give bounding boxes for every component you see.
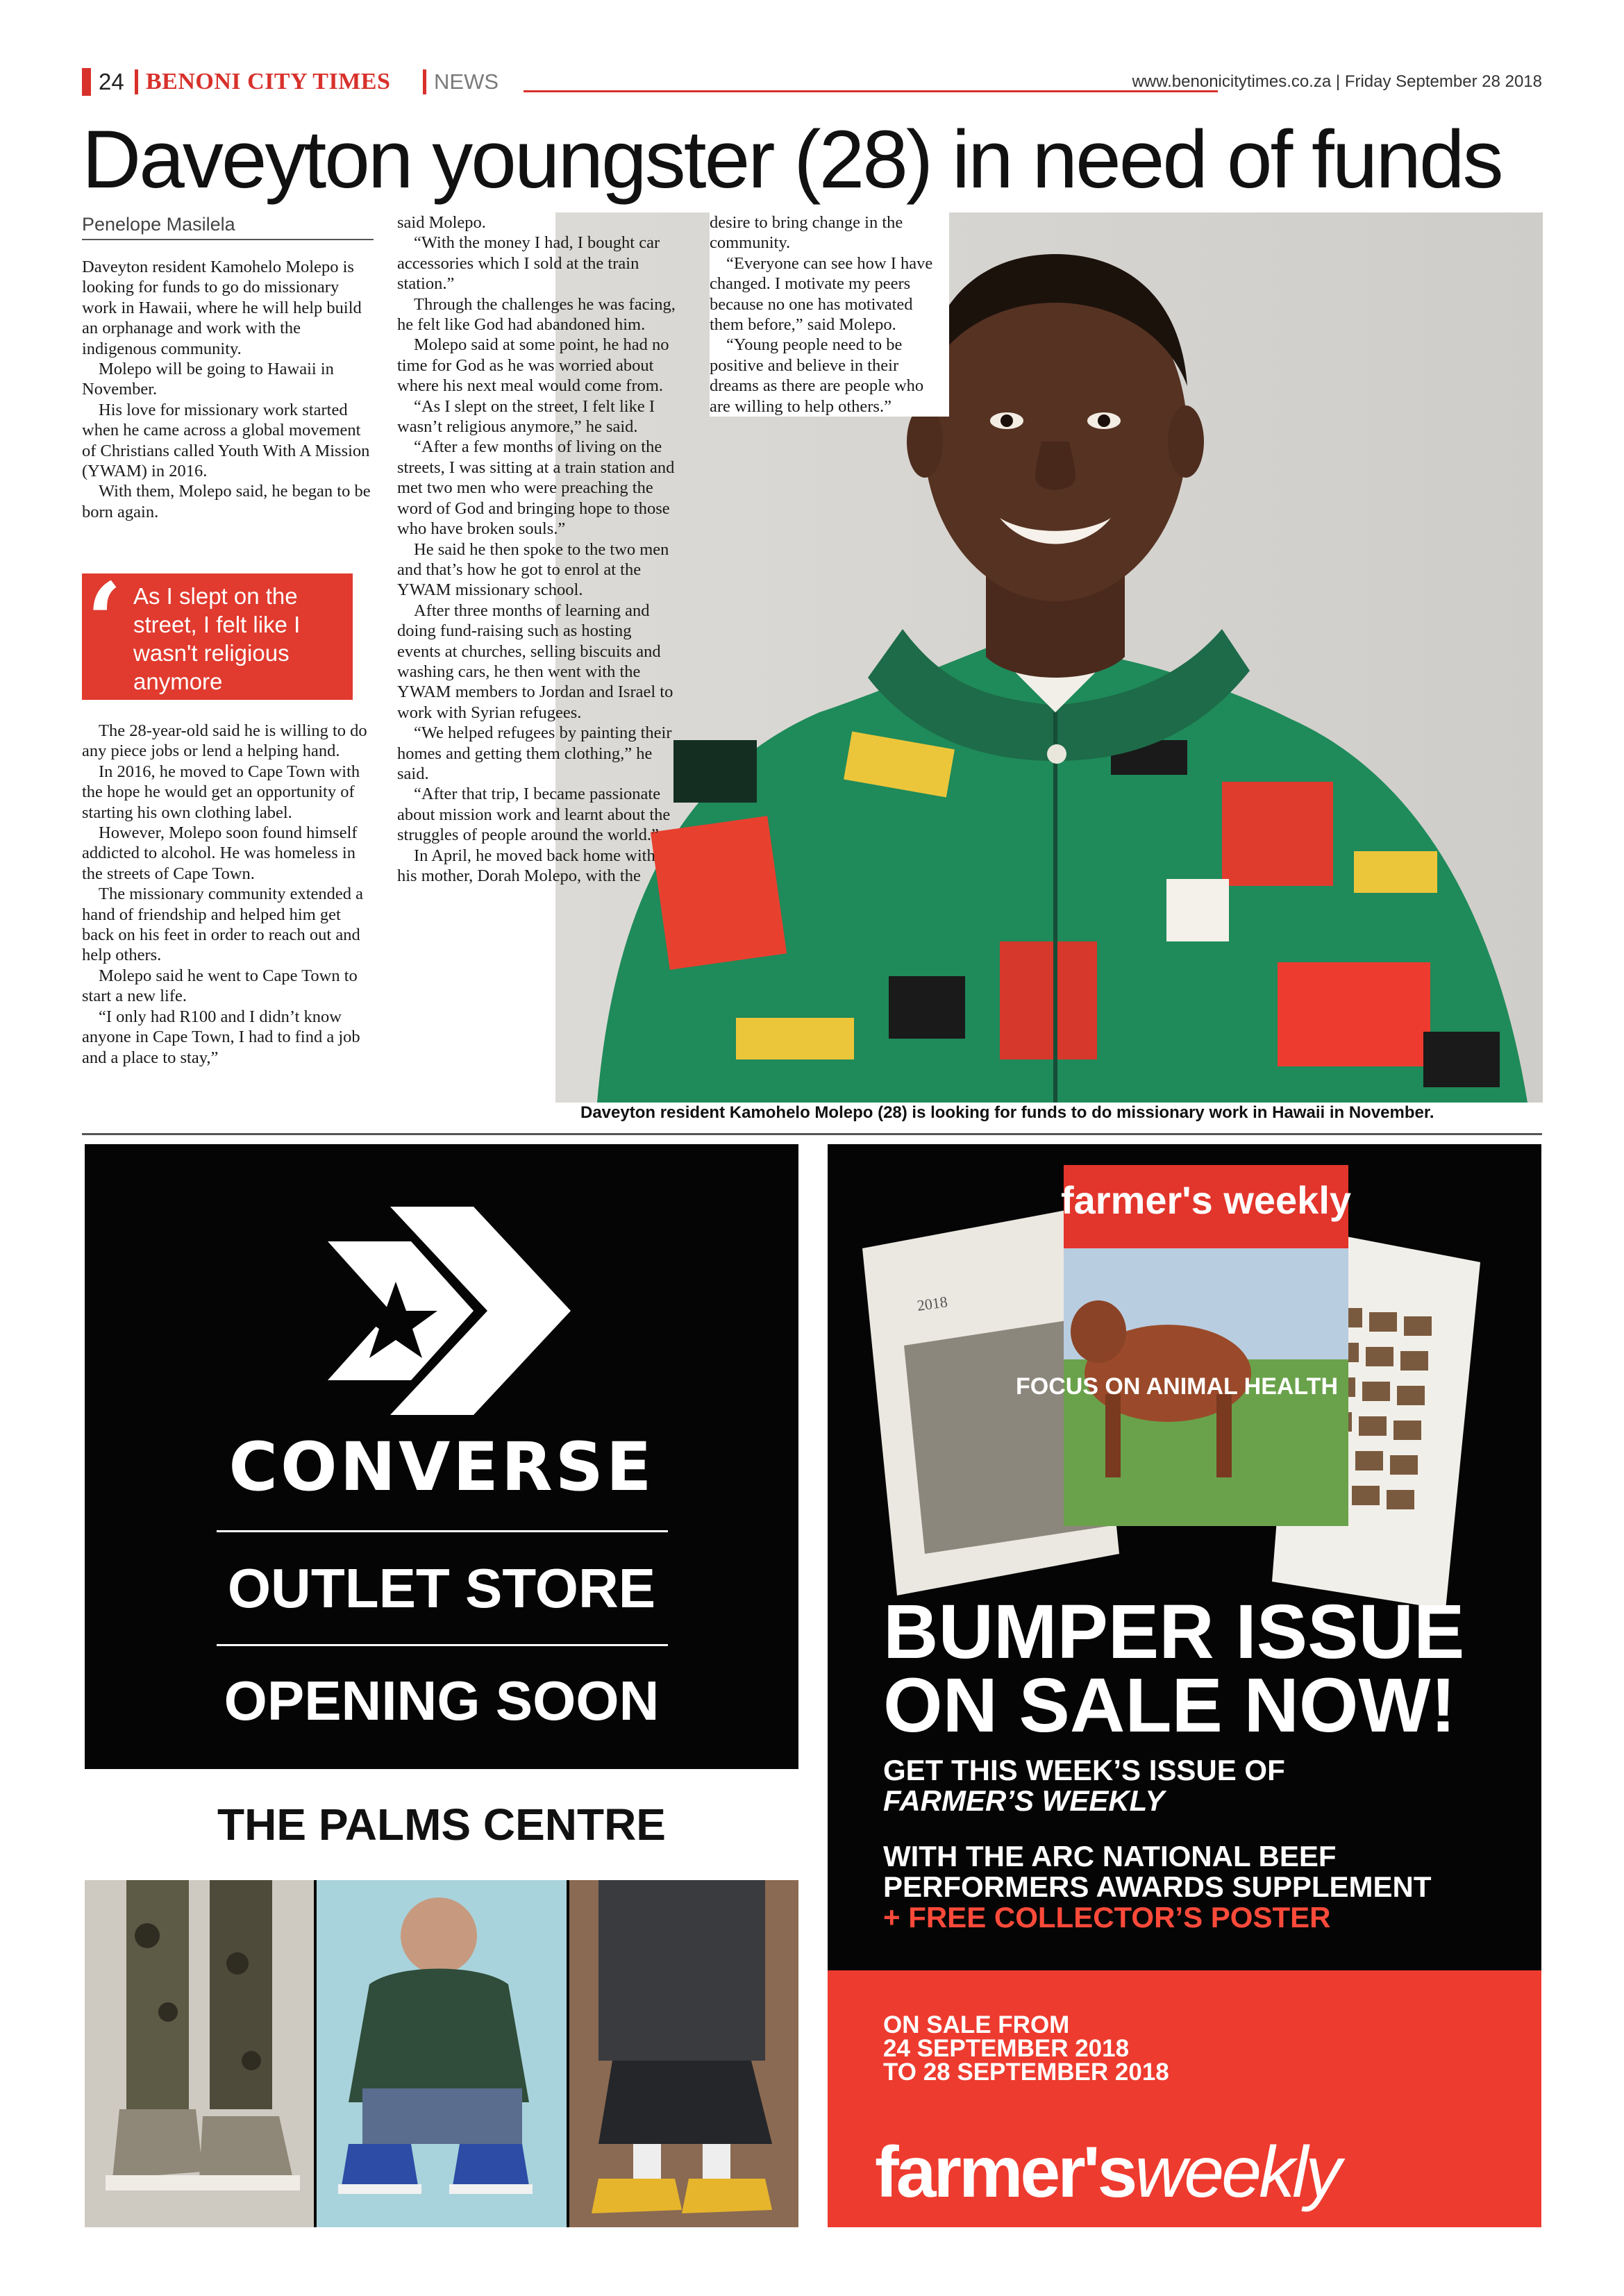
header-dateline: www.benonicitytimes.co.za | Friday September 28 2018 [1132,72,1542,91]
article-paragraph: “Young people need to be positive and believe in their dreams as there are people who are willing to help others.” [710,335,924,416]
page-header [82,67,1542,97]
article-column-1-top [82,257,374,522]
article-byline: Penelope Masilela [82,212,374,240]
ad-rule [217,1530,668,1532]
article-column-1-bottom [82,721,374,1068]
on-sale-end-date: TO 28 SEPTEMBER 2018 [883,2059,1169,2086]
farmers-weekly-logo [875,2131,1339,2214]
magazine-masthead: farmer's weekly [1060,1178,1352,1222]
article-photo [555,212,1543,1103]
paper-name: BENONI CITY TIMES [146,69,391,94]
on-sale-from: ON SALE FROM [883,2011,1070,2038]
header-separator [135,69,138,94]
article-paragraph: The missionary community extended a hand of friendship and helped him get back on his feet in order to reach out and help others. [82,885,364,965]
article-paragraph: In 2016, he moved to Cape Town with the hope he would get an opportunity of starting his own clothing label. [82,762,360,822]
article-headline: Daveyton youngster (28) in need of funds [82,114,1502,206]
article-paragraph: After three months of learning and doing fund-raising such as hosting events at churches, selling biscuits and washing cars, he then went with the YWAM members to Jordan and Israel to work with Syrian refugees. [397,601,673,722]
article-paragraph: Molepo will be going to Hawaii in November. [82,360,334,399]
article-paragraph: said Molepo. [397,213,486,232]
magazine-covers-illustration [855,1165,1522,1623]
header-red-bar [82,68,91,96]
logo-part-2: weekly [1135,2132,1339,2213]
article-paragraph: Molepo said he went to Cape Town to start a new life. [82,966,358,1006]
bumper-line-1: BUMPER ISSUE [883,1589,1465,1675]
section-divider [82,1133,1542,1135]
ad-rule [217,1644,668,1646]
article-paragraph: “We helped refugees by painting their homes and getting them clothing,” he said. [397,723,672,783]
converse-chevron-star-logo-icon [314,1207,571,1415]
article-paragraph: With them, Molepo said, he began to be born again. [82,482,371,521]
farmers-weekly-advertisement[interactable] [828,1144,1541,2227]
article-paragraph: desire to bring change in the community. [710,213,903,253]
converse-outlet-store: OUTLET STORE [227,1557,656,1619]
article-paragraph: His love for missionary work started when he came across a global movement of Christians called Youth With A Mission (YWAM) in 2016. [82,400,370,481]
bumper-line-2: ON SALE NOW! [883,1663,1456,1748]
article-paragraph: He said he then spoke to the two men and that’s how he got to enrol at the YWAM missionary school. [397,539,669,600]
converse-brand: CONVERSE [228,1428,655,1506]
sneaker-photo-strip [85,1880,798,2227]
on-sale-start-date: 24 SEPTEMBER 2018 [883,2035,1130,2062]
photo-caption: Daveyton resident Kamohelo Molepo (28) is looking for funds to do missionary work in Hawaii in November. [580,1103,1434,1122]
article-paragraph: Molepo said at some point, he had no time for God as he was worried about where his next meal would come from. [397,335,669,396]
page-number: 24 [99,69,124,94]
converse-venue: THE PALMS CENTRE [217,1800,666,1850]
article-paragraph: In April, he moved back home with his mother, Dorah Molepo, with the [397,846,655,885]
bumper-headline [883,1589,1522,1748]
get-issue-line: GET THIS WEEK’S ISSUE OF [883,1754,1285,1786]
article-column-3 [710,212,949,417]
get-issue-title: FARMER’S WEEKLY [883,1784,1165,1817]
article-paragraph: “I only had R100 and I didn’t know anyone in Cape Town, I had to find a job and a place to stay,” [82,1007,360,1067]
header-separator [423,69,426,94]
article-paragraph: “With the money I had, I bought car accessories which I sold at the train station.” [397,233,660,294]
article-paragraph: The 28-year-old said he is willing to do any piece jobs or lend a helping hand. [82,721,367,761]
pull-quote [82,560,353,700]
calendar-year: 2018 [916,1293,949,1314]
article-paragraph: However, Molepo soon found himself addicted to alcohol. He was homeless in the streets of Cape Town. [82,823,358,883]
converse-opening-soon: OPENING SOON [224,1670,660,1732]
magazine-cover-headline: FOCUS ON ANIMAL HEALTH [1015,1373,1338,1400]
supplement-line-2: PERFORMERS AWARDS SUPPLEMENT [883,1870,1432,1903]
article-paragraph: Through the challenges he was facing, he felt like God had abandoned him. [397,294,676,335]
article-column-2 [397,212,678,886]
article-paragraph: “After a few months of living on the streets, I was sitting at a train station and met two men who were preaching the word of God and bringing hope to those who have broken souls.” [397,437,675,539]
logo-part-1: farmer's [875,2132,1135,2213]
article-paragraph: “As I slept on the street, I felt like I wasn’t religious anymore,” he said. [397,396,655,437]
supplement-line-1: WITH THE ARC NATIONAL BEEF [883,1840,1337,1872]
converse-advertisement[interactable] [85,1144,798,2227]
article-paragraph: Daveyton resident Kamohelo Molepo is looking for funds to go do missionary work in Hawaii, where he will help build an orphanage and work with the indigenous community. [82,258,362,358]
on-sale-panel [828,1970,1541,2227]
venue-box [85,1769,798,1880]
section-name: NEWS [434,69,499,94]
quote-mark-icon: ‘ [86,560,123,682]
header-rule [524,90,1218,92]
portrait-illustration [555,212,1543,1103]
free-poster-line: + FREE COLLECTOR’S POSTER [883,1901,1331,1934]
article-paragraph: “After that trip, I became passionate about mission work and learnt about the struggles of people around the world.” [397,785,671,845]
article-paragraph: “Everyone can see how I have changed. I motivate my peers because no one has motivated them before,” said Molepo. [710,253,933,335]
pull-quote-text: As I slept on the street, I felt like I wasn't religious anymore [133,583,301,694]
